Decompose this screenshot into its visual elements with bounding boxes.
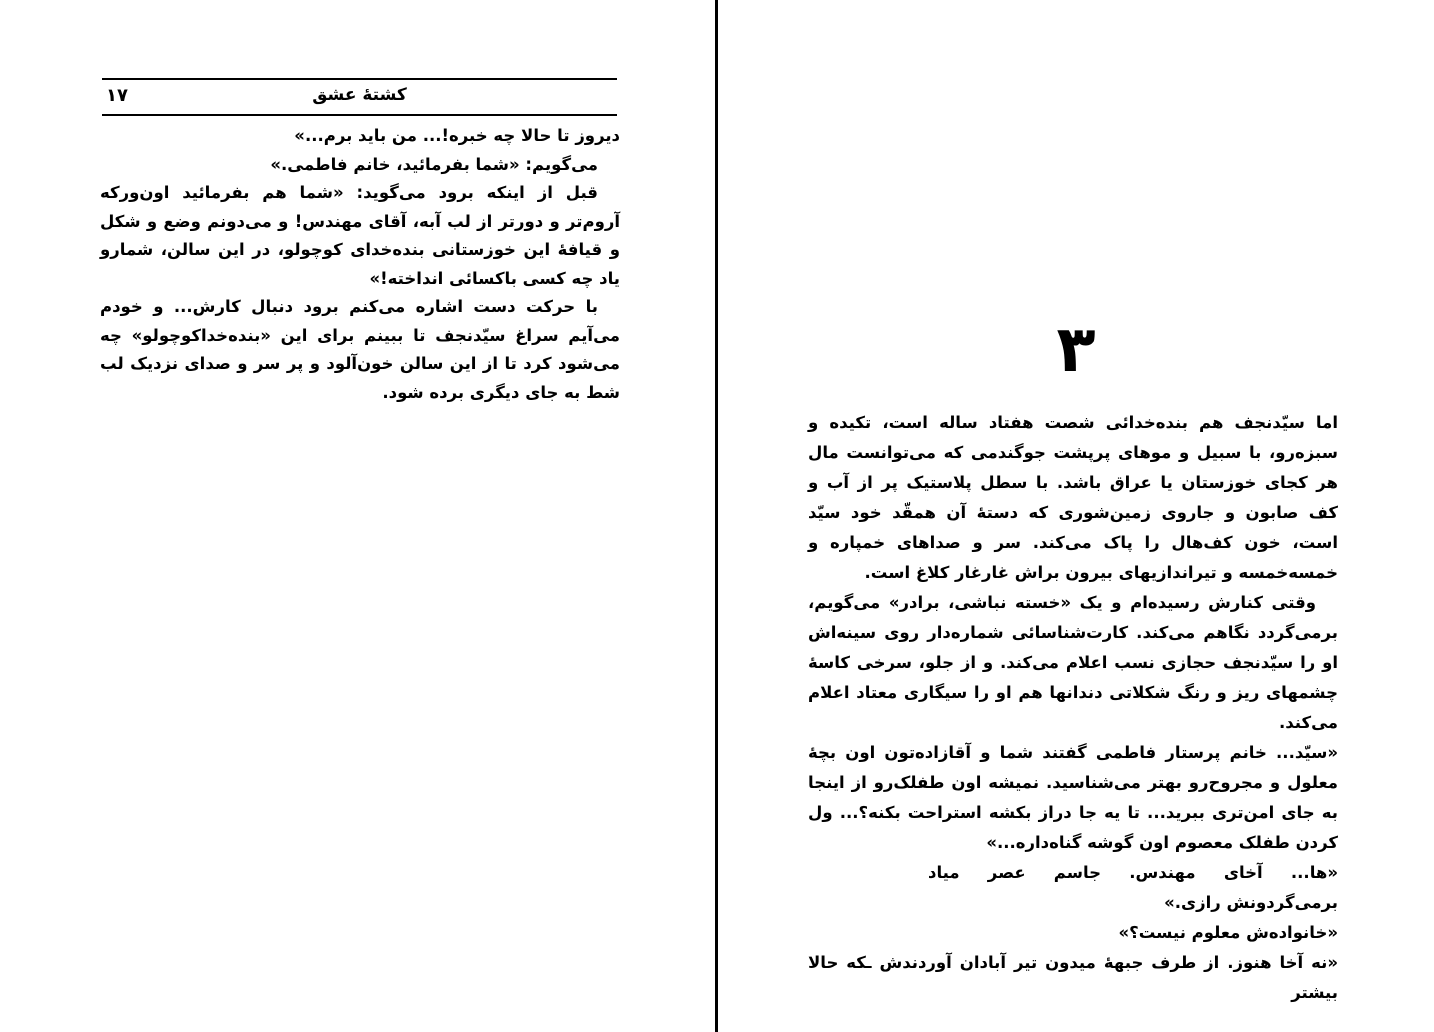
paragraph: «ها... آخای مهندس. جاسم عصر میاد برمی‌گردونش رازی.»: [928, 863, 1338, 912]
chapter-number: ۳: [1056, 313, 1096, 387]
paragraph: وقتی کنارش رسیده‌ام و یک «خسته نباشی، برادر» می‌گویم، برمی‌گردد نگاهم می‌کند. کارت‌شناسائی شماره‌دار روی سینه‌اش او را سیّدنجف حجازی نسب اعلام می‌کند. و از جلو، سرخی کاسهٔ چشمهای ریز و رنگ شکلاتی دندانها هم او را سیگاری معتاد اعلام می‌کند.: [808, 593, 1338, 732]
paragraph: دیروز تا حالا چه خبره!... من باید برم...»: [294, 126, 620, 145]
paragraph: «نه آخا هنوز. از طرف جبههٔ میدون تیر آبادان آوردندش ـکه حالا بیشتر: [808, 953, 1338, 1002]
paragraph: «سیّد... خانم پرستار فاطمی گفتند شما و آقازاده‌تون اون بچهٔ معلول و مجروح‌رو بهتر می‌شناسید. نمیشه اون طفلک‌رو از اینجا به جای امن‌تری ببرید... تا یه جا دراز بکشه استراحت بکنه؟... ول کردن طفلک معصوم اون گوشه گناه‌داره...»: [808, 743, 1338, 852]
paragraph: اما سیّدنجف هم بنده‌خدائی شصت هفتاد ساله است، تکیده و سبزه‌رو، با سبیل و موهای پرپشت جوگندمی که می‌توانست مال هر کجای خوزستان یا عراق باشد. با سطل پلاستیک پر از آب و کف صابون و جاروی زمین‌شوری که دستهٔ آن همقّد خود سیّد است، خون کف‌هال را پاک می‌کند. سر و صداهای خمپاره و خمسه‌خمسه و تیراندازیهای بیرون براش غارغار کلاغ است.: [808, 413, 1338, 582]
paragraph: قبل از اینکه برود می‌گوید: «شما هم بفرمائید اون‌ورکه آروم‌تر و دورتر از لب آبه، آقای مهندس! و می‌دونم وضع و شکل و قیافهٔ این خوزستانی بنده‌خدای کوچولو، در این سالن، شمارو یاد چه کسی باکسائی انداخته!»: [100, 183, 620, 288]
page-number: ۱۷: [106, 85, 128, 106]
left-page: [0, 0, 715, 1032]
paragraph: با حرکت دست اشاره می‌کنم برود دنبال کارش... و خودم می‌آیم سراغ سیّدنجف تا ببینم برای این «بنده‌خداکوچولو» چه می‌شود کرد تا از این سالن خون‌آلود و پر سر و صدای نزدیک لب شط به جای دیگری برده شود.: [100, 297, 620, 402]
paragraph: «خانواده‌ش معلوم نیست؟»: [1118, 923, 1338, 942]
paragraph: می‌گویم: «شما بفرمائید، خانم فاطمی.»: [270, 154, 598, 174]
left-page-body: [100, 122, 620, 407]
page-header: [102, 78, 617, 116]
right-page-body: [808, 408, 1338, 1008]
running-title: کشتهٔ عشق: [312, 85, 407, 105]
right-page: [718, 0, 1434, 1032]
